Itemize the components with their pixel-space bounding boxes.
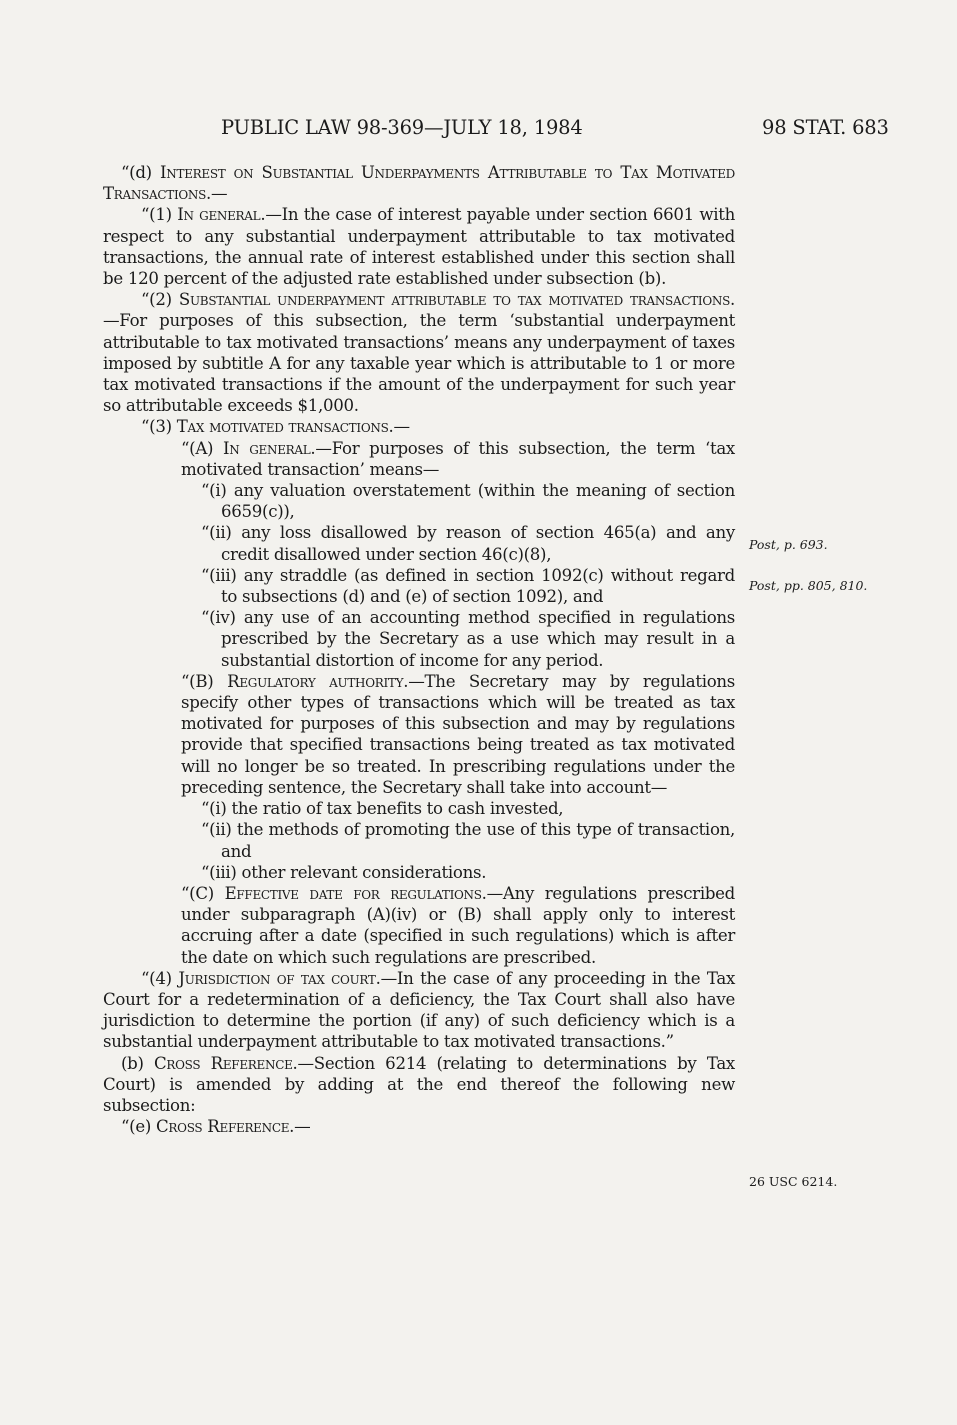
clause-B-i: “(i) the ratio of tax benefits to cash invested, [201,799,564,819]
clause-A-ii: “(ii) any loss disallowed by reason of section 465(a) and any credit disallowed under section 46(c)(8), [201,523,735,564]
subsection-d-number: “(d) [121,163,161,182]
subparagraph-C-text: —Any regulations prescribed under subparagraph (A)(iv) or (B) shall apply only to interest accruing after a date (specified in such regulations) which is after the date on which such regulations are prescribed. [181,883,735,967]
subsection-d-dash: — [211,184,228,204]
margin-note-post-693 [749,537,828,552]
clause-A-iii: “(iii) any straddle (as defined in section 1092(c) without regard to subsections (d) and (e) of section 1092), and [201,565,735,607]
paragraph-1-heading: In general. [177,205,266,225]
running-header-title: PUBLIC LAW 98-369—JULY 18, 1984 [221,116,583,139]
margin-note-1-text: Post, p. 693. [749,537,828,552]
paragraph-4-number: “(4) [141,968,179,988]
subparagraph-B-heading: Regulatory authority. [227,671,409,691]
paragraph-4-heading: Jurisdiction of tax court. [178,968,381,988]
clause-A-i: “(i) any valuation overstatement (within the meaning of section 6659(c)), [201,481,735,522]
subparagraph-A-heading: In general. [223,438,316,458]
paragraph-3-dash: — [393,417,410,437]
paragraph-2-heading: Substantial underpayment attributable to tax motivated transactions. [178,290,735,310]
subparagraph-A-number: “(A) [181,438,224,458]
paragraph-3-heading: Tax motivated transactions. [176,417,394,437]
subsection-e-heading: Cross Reference. [156,1117,295,1137]
subsection-e-dash: — [294,1117,311,1137]
subsection-e [103,1116,735,1137]
clause-B-iii: “(iii) other relevant considerations. [201,862,487,882]
paragraph-3 [103,416,735,437]
subparagraph-C-heading: Effective date for regulations. [224,883,487,903]
subparagraph-A [103,438,735,480]
subsection-b [103,1053,735,1117]
subsection-b-number: (b) [121,1053,155,1073]
subparagraph-C-number: “(C) [181,883,225,903]
paragraph-4-text: —In the case of any proceeding in the Tax Court for a redetermination of a deficiency, the Tax Court shall also have jurisdiction to determine the portion (if any) of such deficiency which is a substantial underpayment attributable to tax motivated transactions.” [103,968,736,1052]
statute-body [103,162,735,1137]
subsection-d-title: Interest on Substantial Underpayments Attributable to Tax Motivated Transactions. [103,163,736,204]
subparagraph-B-text: —The Secretary may by regulations specify other types of transactions which will be treated as tax motivated for purposes of this subsection and may by regulations provide that specified transactions being treated as tax motivated will no longer be so treated. In prescribing regulations under the preceding sentence, the Secretary shall take into account— [181,671,736,797]
running-header-stat-page: 98 STAT. 683 [762,116,889,139]
margin-note-2-text: Post, pp. 805, 810. [749,578,868,593]
subparagraph-B [103,671,735,798]
clause-B-ii: “(ii) the methods of promoting the use of this type of transaction, and [201,820,735,861]
subparagraph-B-number: “(B) [181,671,228,691]
paragraph-1 [103,204,735,289]
subparagraph-C [103,883,735,968]
paragraph-2-text: —For purposes of this subsection, the term ‘substantial underpayment attributable to tax motivated transactions’ means any underpayment of taxes imposed by subtitle A for any taxable year which is attributable to 1 or more tax motivated transactions if the amount of the underpayment for such year so attributable exceeds $1,000. [103,311,735,416]
subsection-b-heading: Cross Reference. [154,1053,298,1073]
subparagraph-A-text: —For purposes of this subsection, the term ‘tax motivated transaction’ means— [181,438,735,479]
clause-A-iv: “(iv) any use of an accounting method specified in regulations prescribed by the Secretary as a use which may result in a substantial distortion of income for any period. [201,608,735,670]
subsection-b-text: —Section 6214 (relating to determinations by Tax Court) is amended by adding at the end thereof the following new subsection: [103,1053,735,1115]
paragraph-1-number: “(1) [141,205,178,225]
margin-note-26-usc-6214: 26 USC 6214. [749,1174,838,1189]
subsection-e-number: “(e) [121,1117,157,1137]
margin-note-post-805-810 [749,578,867,593]
paragraph-3-number: “(3) [141,417,177,437]
paragraph-4 [103,968,735,1053]
paragraph-1-text: —In the case of interest payable under section 6601 with respect to any substantial underpayment attributable to tax motivated transactions, the annual rate of interest established under this section shall be 120 percent of the adjusted rate established under subsection (b). [103,205,735,289]
paragraph-2-number: “(2) [141,290,179,310]
subsection-d-heading [103,162,735,204]
paragraph-2 [103,289,735,416]
